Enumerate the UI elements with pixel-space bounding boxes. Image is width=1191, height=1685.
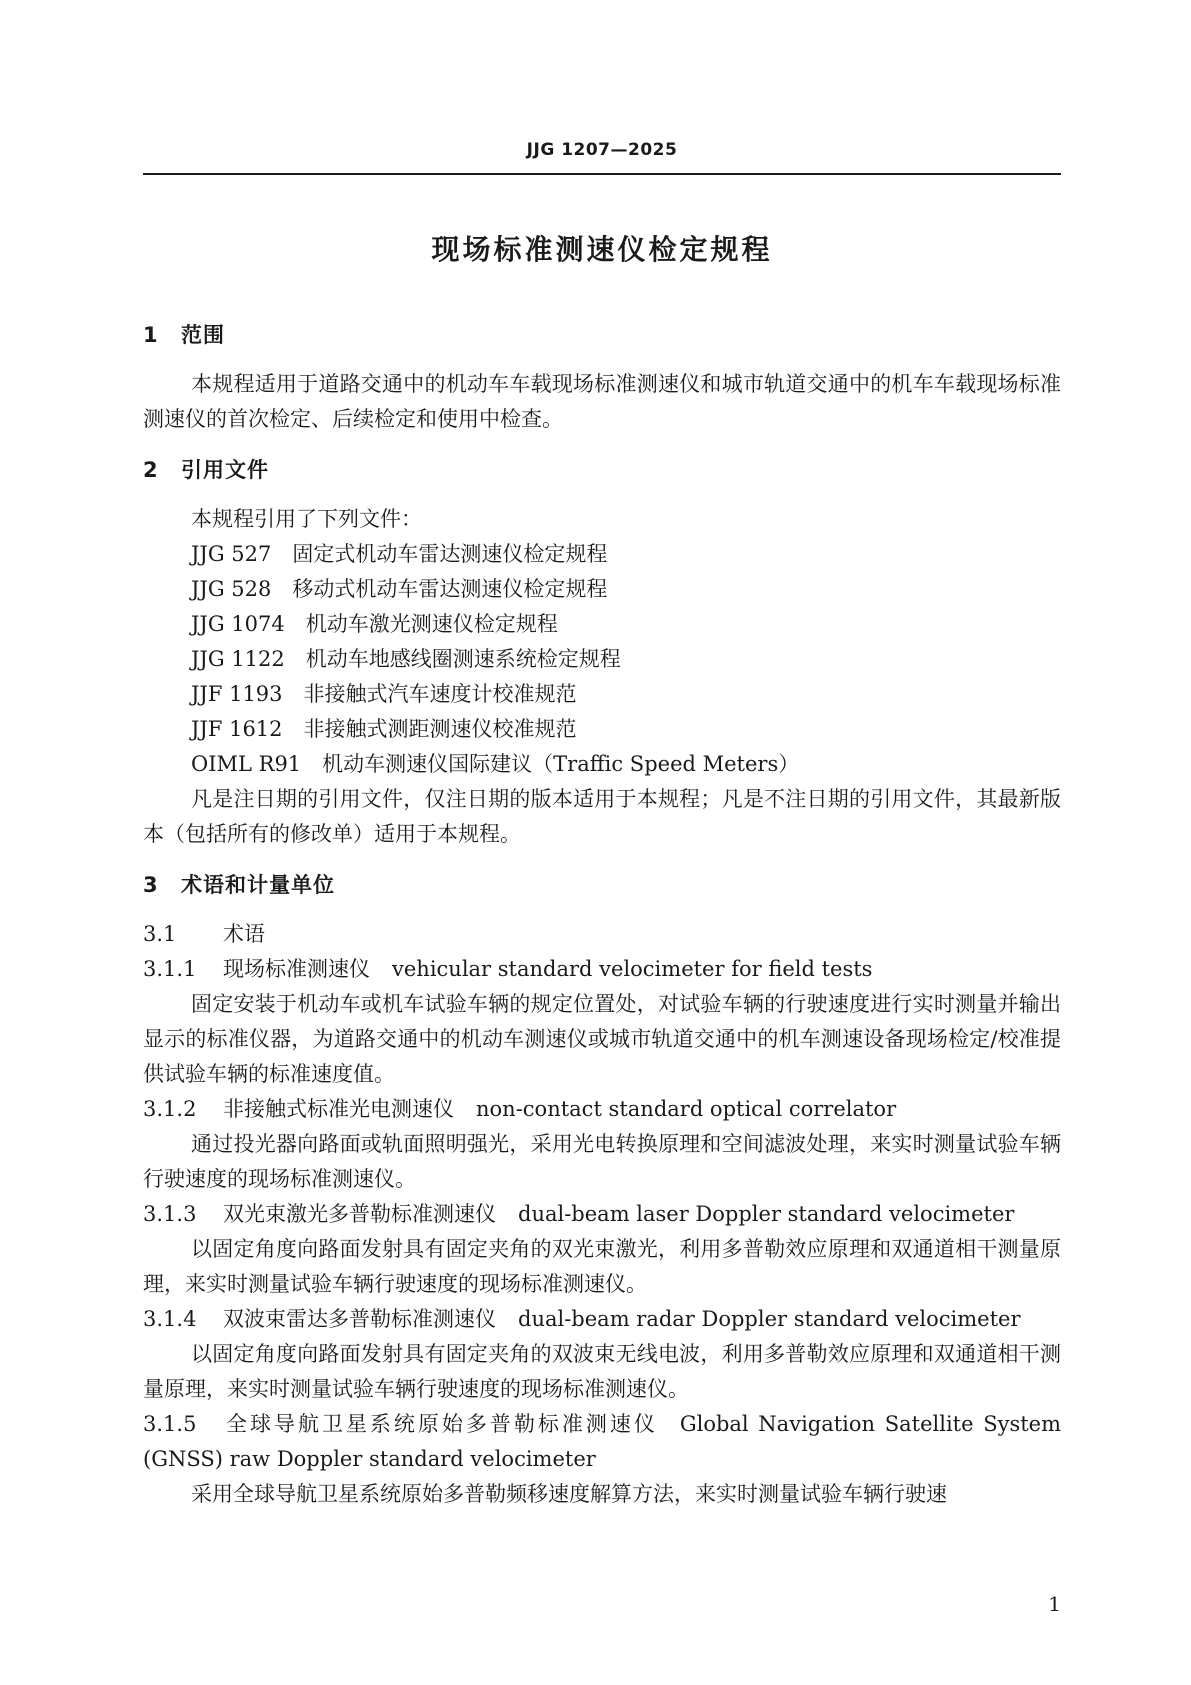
term-definition: 固定安装于机动车或机车试验车辆的规定位置处，对试验车辆的行驶速度进行实时测量并输出显示的标准仪器，为道路交通中的机动车测速仪或城市轨道交通中的机车测速设备现场检定/校准提供试验车辆的标准速度值。 [143,992,1061,1086]
section-title: 引用文件 [181,458,269,482]
term-number: 3.1.1 [143,957,197,981]
term-number: 3.1.4 [143,1307,197,1331]
reference-item [143,607,1061,642]
section-1-heading [143,318,1061,353]
reference-name: 固定式机动车雷达测速仪检定规程 [292,542,608,566]
reference-item [143,572,1061,607]
references-intro: 本规程引用了下列文件： [191,507,422,531]
reference-item [143,642,1061,677]
document-body [143,318,1061,1512]
reference-item [143,712,1061,747]
term-en: dual-beam radar Doppler standard velocimeter [518,1307,1021,1331]
section-title: 术语和计量单位 [181,873,335,897]
reference-code: JJG 527 [191,542,272,566]
subsection-number: 3.1 [143,922,177,946]
term-zh: 双光束激光多普勒标准测速仪 [223,1202,496,1226]
term-zh: 双波束雷达多普勒标准测速仪 [223,1307,496,1331]
subsection-title: 术语 [223,922,265,946]
reference-name: 非接触式测距测速仪校准规范 [303,717,577,741]
document-title: 现场标准测速仪检定规程 [431,233,773,266]
reference-code: JJG 528 [191,577,272,601]
term-definition: 以固定角度向路面发射具有固定夹角的双波束无线电波，利用多普勒效应原理和双通道相干测量原理，来实时测量试验车辆行驶速度的现场标准测速仪。 [143,1342,1061,1401]
reference-code: JJF 1193 [191,682,283,706]
section-1-text: 本规程适用于道路交通中的机动车车载现场标准测速仪和城市轨道交通中的机车车载现场标准测速仪的首次检定、后续检定和使用中检查。 [143,372,1061,431]
term-definition: 采用全球导航卫星系统原始多普勒频移速度解算方法，来实时测量试验车辆行驶速 [191,1482,947,1506]
reference-code: OIML R91 [191,752,302,776]
section-3-heading [143,868,1061,903]
reference-item [143,747,1061,782]
header-rule [143,173,1061,175]
term-number: 3.1.2 [143,1097,197,1121]
term-heading [143,952,1061,987]
section-title: 范围 [181,323,225,347]
term-heading [143,1197,1061,1232]
reference-name: 机动车激光测速仪检定规程 [305,612,558,636]
reference-name: 非接触式汽车速度计校准规范 [303,682,577,706]
term-zh: 现场标准测速仪 [223,957,370,981]
page-number: 1 [1048,1592,1061,1616]
term-number: 3.1.5 [143,1412,197,1436]
section-number: 1 [143,323,159,347]
reference-name: 机动车地感线圈测速系统检定规程 [305,647,621,671]
section-2-heading [143,453,1061,488]
header-standard-code: JJG 1207—2025 [526,140,678,160]
term-heading [143,1302,1061,1337]
term-en: dual-beam laser Doppler standard velocimeter [518,1202,1015,1226]
reference-code: JJG 1122 [191,647,285,671]
reference-item [143,677,1061,712]
subsection-3-1-heading [143,917,1061,952]
term-en: Global Navigation Satellite System (GNSS) raw Doppler standard velocimeter [143,1412,1061,1471]
reference-code: JJG 1074 [191,612,285,636]
section-number: 2 [143,458,159,482]
term-number: 3.1.3 [143,1202,197,1226]
term-zh: 全球导航卫星系统原始多普勒标准测速仪 [223,1412,658,1436]
term-heading [143,1092,1061,1127]
term-definition: 通过投光器向路面或轨面照明强光，采用光电转换原理和空间滤波处理，来实时测量试验车辆行驶速度的现场标准测速仪。 [143,1132,1061,1191]
reference-code: JJF 1612 [191,717,283,741]
section-number: 3 [143,873,159,897]
term-en: vehicular standard velocimeter for field tests [392,957,873,981]
term-heading [143,1407,1061,1477]
reference-name: 移动式机动车雷达测速仪检定规程 [292,577,608,601]
term-zh: 非接触式标准光电测速仪 [223,1097,454,1121]
term-definition: 以固定角度向路面发射具有固定夹角的双光束激光，利用多普勒效应原理和双通道相干测量原理，来实时测量试验车辆行驶速度的现场标准测速仪。 [143,1237,1061,1296]
reference-item [143,537,1061,572]
reference-name: 机动车测速仪国际建议（Traffic Speed Meters） [322,752,800,776]
references-note: 凡是注日期的引用文件，仅注日期的版本适用于本规程；凡是不注日期的引用文件，其最新版本（包括所有的修改单）适用于本规程。 [143,787,1061,846]
term-en: non-contact standard optical correlator [476,1097,897,1121]
